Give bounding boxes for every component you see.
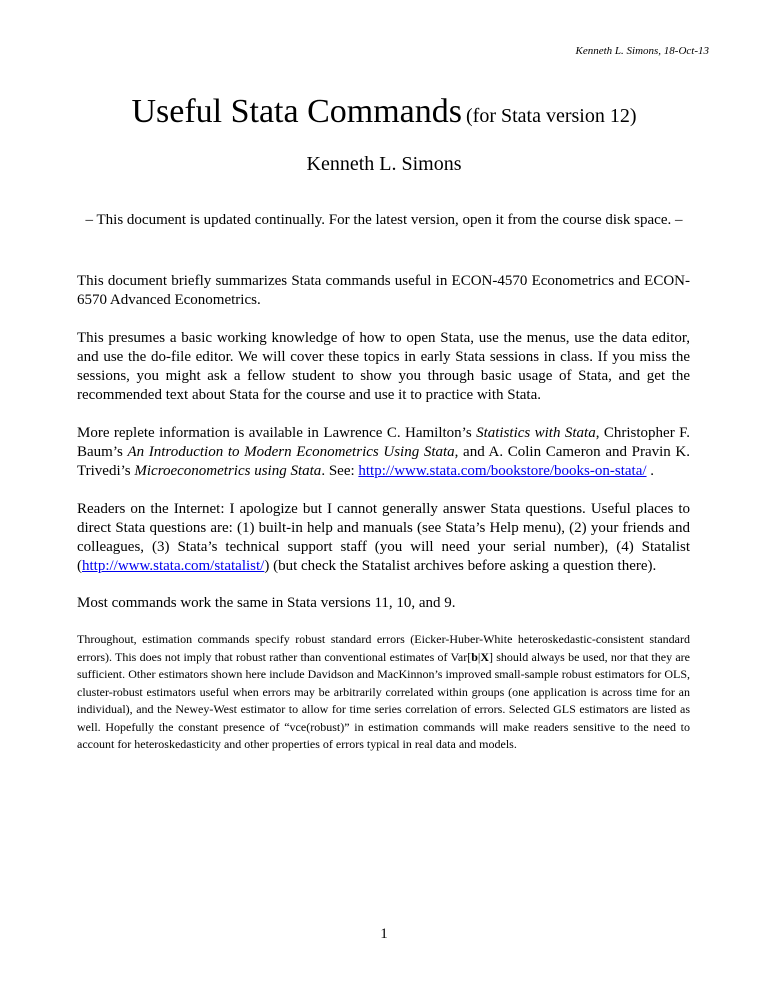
update-notice: – This document is updated continually. For the latest version, open it from the course disk space. – [85, 212, 683, 228]
math-x: X [480, 649, 489, 664]
title-main: Useful Stata Commands [131, 93, 462, 130]
paragraph-prerequisites [77, 329, 690, 405]
statalist-link[interactable]: http://www.stata.com/statalist/ [82, 558, 265, 574]
book-title: An Introduction to Modern Econometrics Using Stata [127, 444, 455, 460]
paragraph-intro [77, 272, 690, 310]
book-title: Microeconometrics using Stata [134, 463, 322, 479]
paragraph-internet-readers: Readers on the Internet: I apologize but I cannot generally answer Stata questions. Useful places to direct Stata questions are: (1) built-in help and manuals (see Stata’s Help menu), (2) your friends and colleagues, (3) Stata’s technical support staff (you will need your serial number), (4) Statalist (http://www.stata.com/statalist/) (but check the Statalist archives before asking a question there). [77, 501, 690, 574]
paragraph-references: More replete information is available in Lawrence C. Hamilton’s Statistics with Stata, Christopher F. Baum’s An Introduction to Modern Econometrics Using Stata, and A. Colin Cameron and Pravin K. Trivedi’s Microeconometrics using Stata. See: http://www.stata.com/bookstore/books-on-stata/ . [77, 425, 690, 479]
page-number: 1 [380, 926, 388, 942]
author-name: Kenneth L. Simons [306, 153, 462, 175]
title-subtitle: (for Stata version 12) [466, 105, 637, 127]
paragraph-robust-errors: Throughout, estimation commands specify robust standard errors (Eicker-Huber-White heteroskedastic-consistent standard errors). This does not imply that robust rather than conventional estimates of Var[b|X] should always be used, nor that they are sufficient. Other estimators shown here include Davidson and MacKinnon’s improved small-sample robust estimators for OLS, cluster-robust estimators useful when errors may be arbitrarily correlated within groups (one application is across time for an individual), and the Newey-West estimator to allow for time series correlation of errors. Selected GLS estimators are listed as well. Hopefully the constant presence of “vce(robust)” in estimation commands will make readers sensitive to the need to account for heteroskedasticity and other properties of errors typical in real data and models. [77, 632, 690, 751]
document-title [0, 93, 768, 131]
books-link[interactable]: http://www.stata.com/bookstore/books-on-stata/ [358, 463, 647, 479]
math-b: b [471, 649, 478, 664]
paragraph-text: This presumes a basic working knowledge of how to open Stata, use the menus, use the data editor, and use the do-file editor. We will cover these topics in early Stata sessions in class. If you miss the sessions, you might ask a fellow student to show you through basic usage of Stata, and get the recommended text about Stata for the course and use it to practice with Stata. [77, 330, 690, 403]
paragraph-text: This document briefly summarizes Stata commands useful in ECON-4570 Econometrics and ECON-6570 Advanced Econometrics. [77, 273, 690, 308]
running-header: Kenneth L. Simons, 18-Oct-13 [575, 45, 709, 57]
book-title: Statistics with Stata [476, 425, 596, 441]
paragraph-versions [77, 594, 690, 613]
paragraph-text: Most commands work the same in Stata versions 11, 10, and 9. [77, 595, 456, 611]
